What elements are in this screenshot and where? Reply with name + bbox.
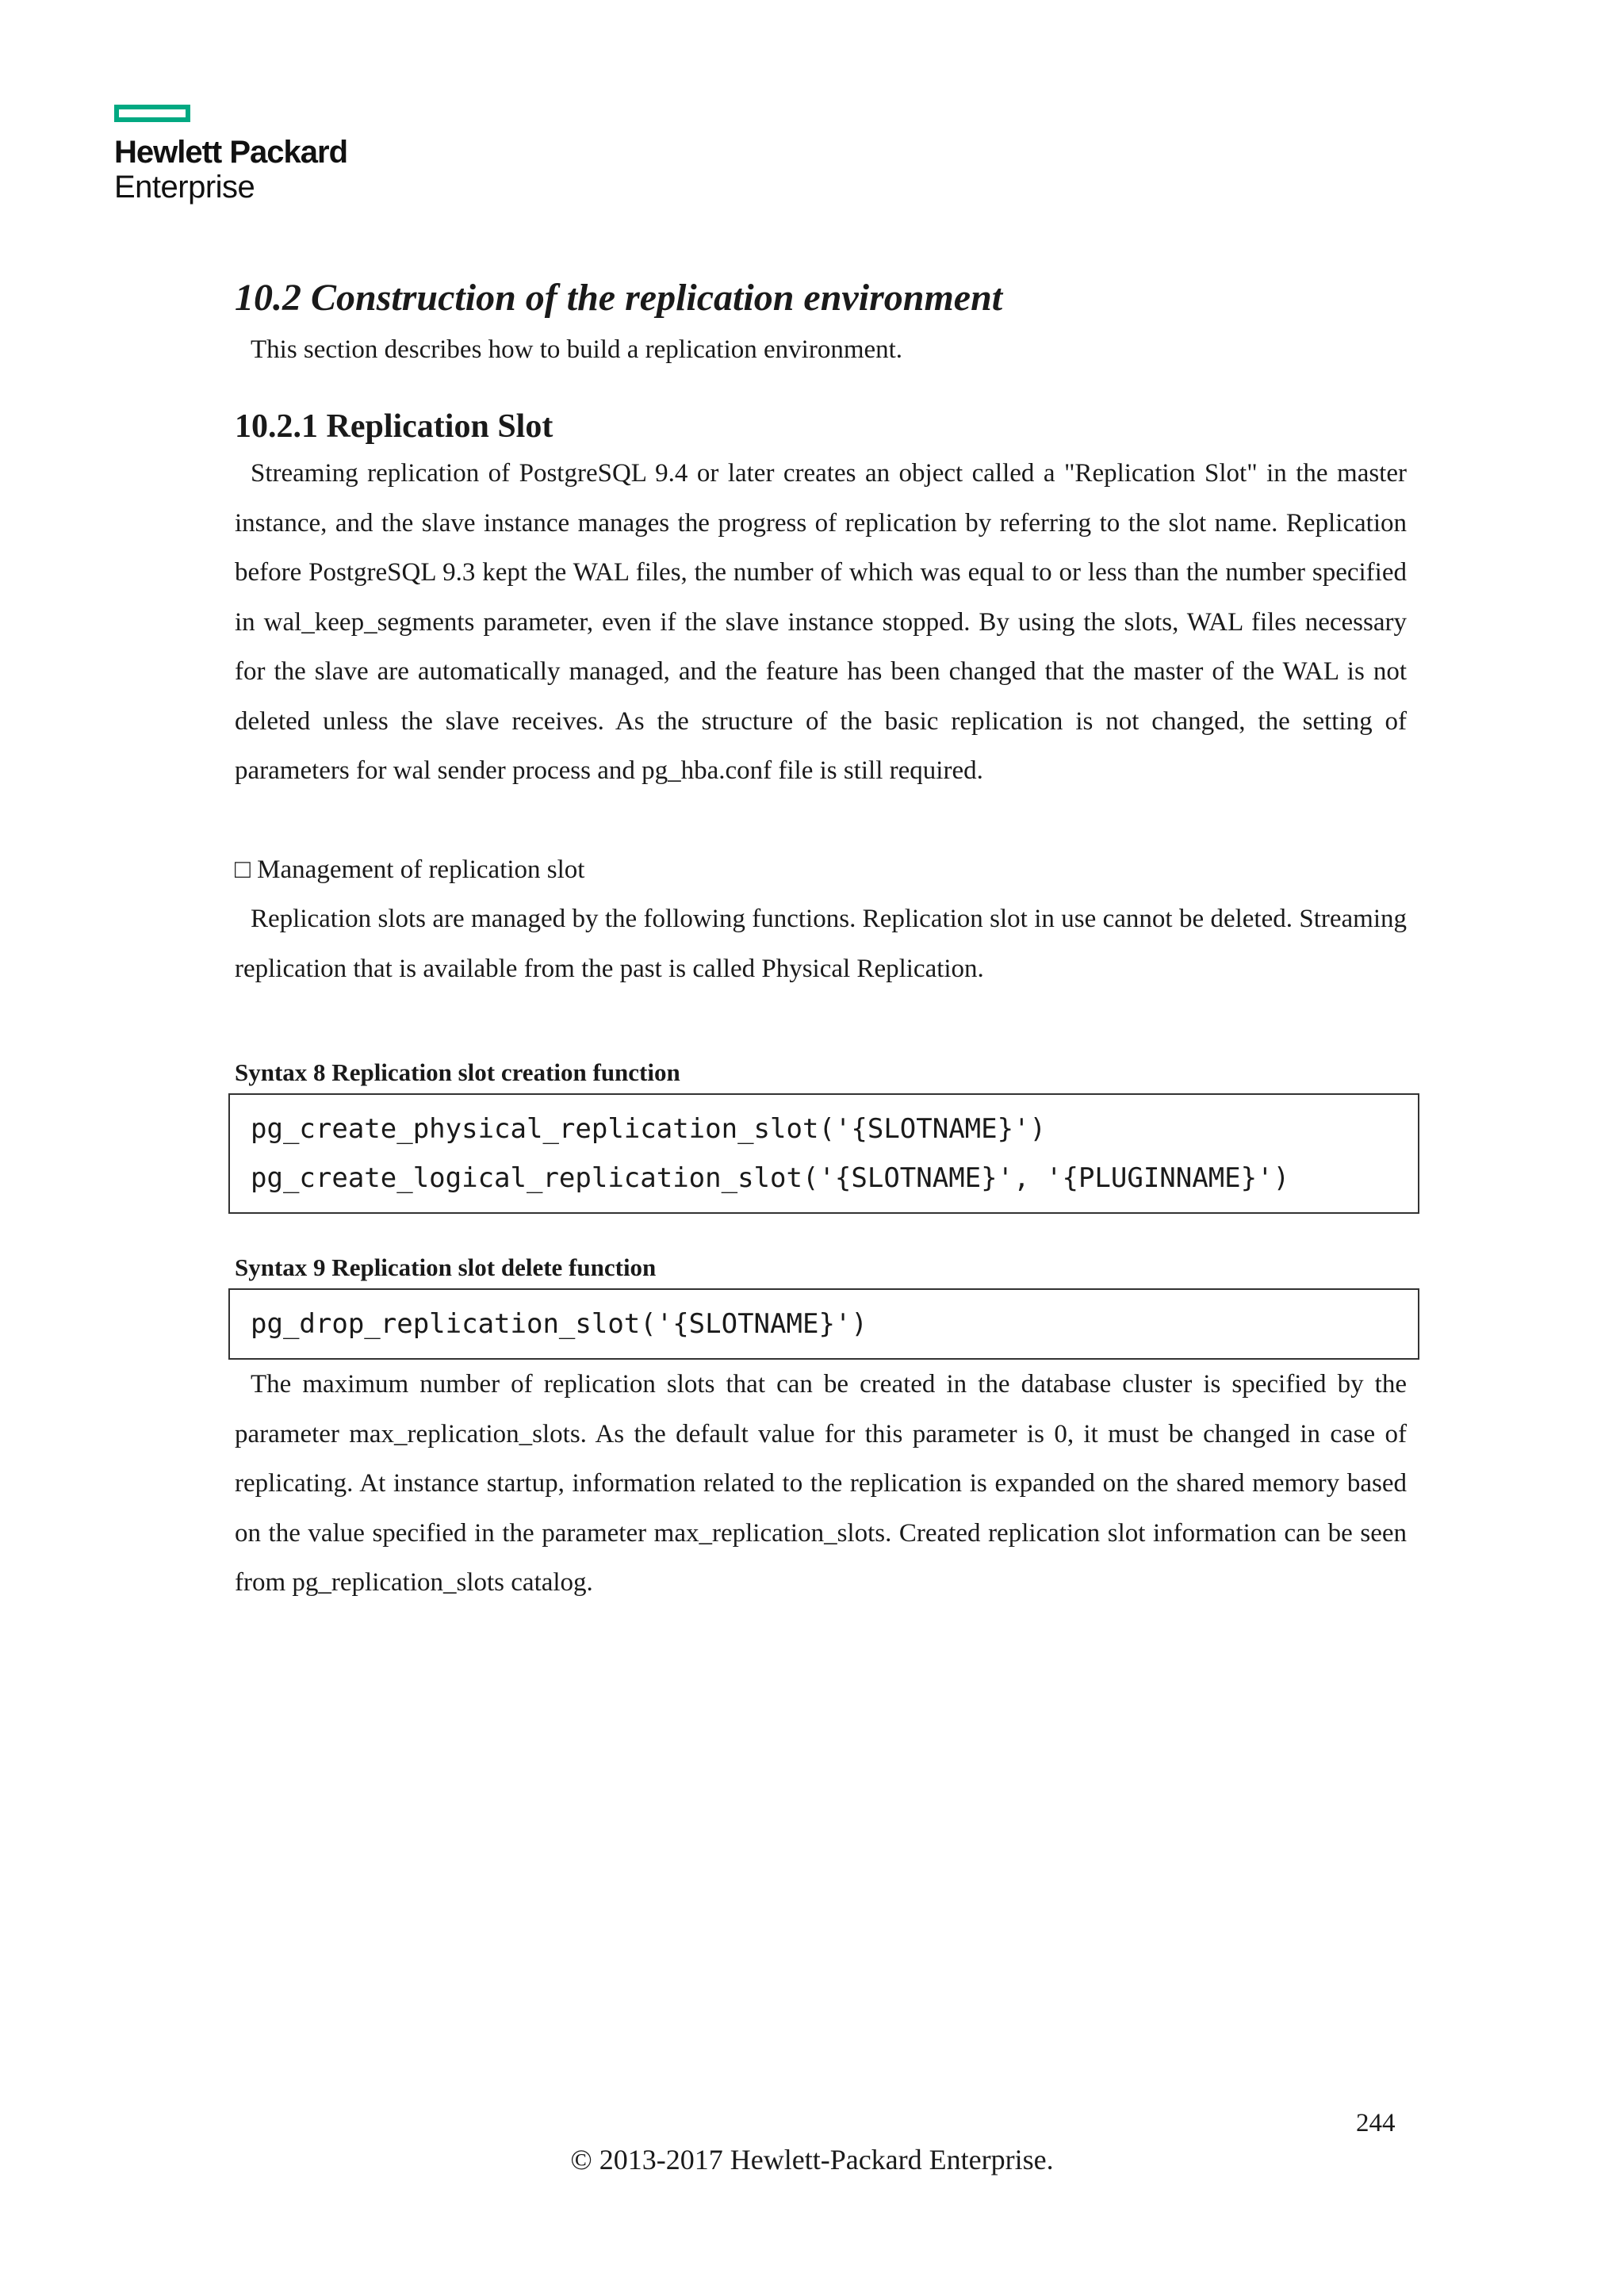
section-title: 10.2 Construction of the replication environment [235,277,1003,319]
copyright-footer: © 2013-2017 Hewlett-Packard Enterprise. [570,2144,1054,2175]
logo-text-line1: Hewlett Packard [114,135,348,170]
syntax9-caption: Syntax 9 Replication slot delete function [235,1253,657,1281]
subsection-title: 10.2.1 Replication Slot [235,408,553,445]
management-heading: □ Management of replication slot [235,855,585,884]
paragraph-replication-slot: Streaming replication of PostgreSQL 9.4 or later creates an object called a "Replication Slot" in the master instance, and the slave instance manages the progress of replication by referring to the slot name. Replication before PostgreSQL 9.3 kept the WAL files, the number of which was equal to or less than the number specified in wal_keep_segments parameter, even if the slave instance stopped. By using the slots, WAL files necessary for the slave are automatically managed, and the feature has been changed that the master of the WAL is not deleted unless the slave receives. As the structure of the basic replication is not changed, the setting of parameters for wal sender process and pg_hba.conf file is still required. [235,459,1407,785]
code-line: pg_drop_replication_slot('{SLOTNAME}') [251,1308,868,1340]
syntax8-caption: Syntax 8 Replication slot creation function [235,1058,680,1086]
syntax8-code-box [228,1093,1419,1214]
code-line: pg_create_physical_replication_slot('{SLOTNAME}') [251,1113,1047,1145]
code-line: pg_create_logical_replication_slot('{SLOTNAME}', '{PLUGINNAME}') [251,1162,1290,1194]
paragraph-max-slots: The maximum number of replication slots that can be created in the database cluster is specified by the parameter max_replication_slots. As the default value for this parameter is 0, it must be changed in case of replicating. At instance startup, information related to the replication is expanded on the shared memory based on the value specified in the parameter max_replication_slots. Created replication slot information can be seen from pg_replication_slots catalog. [235,1370,1407,1597]
logo-text-line2: Enterprise [114,170,255,205]
page-content [235,274,1407,1608]
syntax9-code-box [228,1288,1419,1360]
section-intro: This section describes how to build a replication environment. [251,335,903,364]
page-number: 244 [1356,2109,1396,2137]
paragraph-management: Replication slots are managed by the following functions. Replication slot in use cannot be deleted. Streaming replication that is available from the past is called Physical Replication. [235,905,1407,983]
hpe-logo [114,105,347,205]
logo-accent-bar [114,105,190,122]
